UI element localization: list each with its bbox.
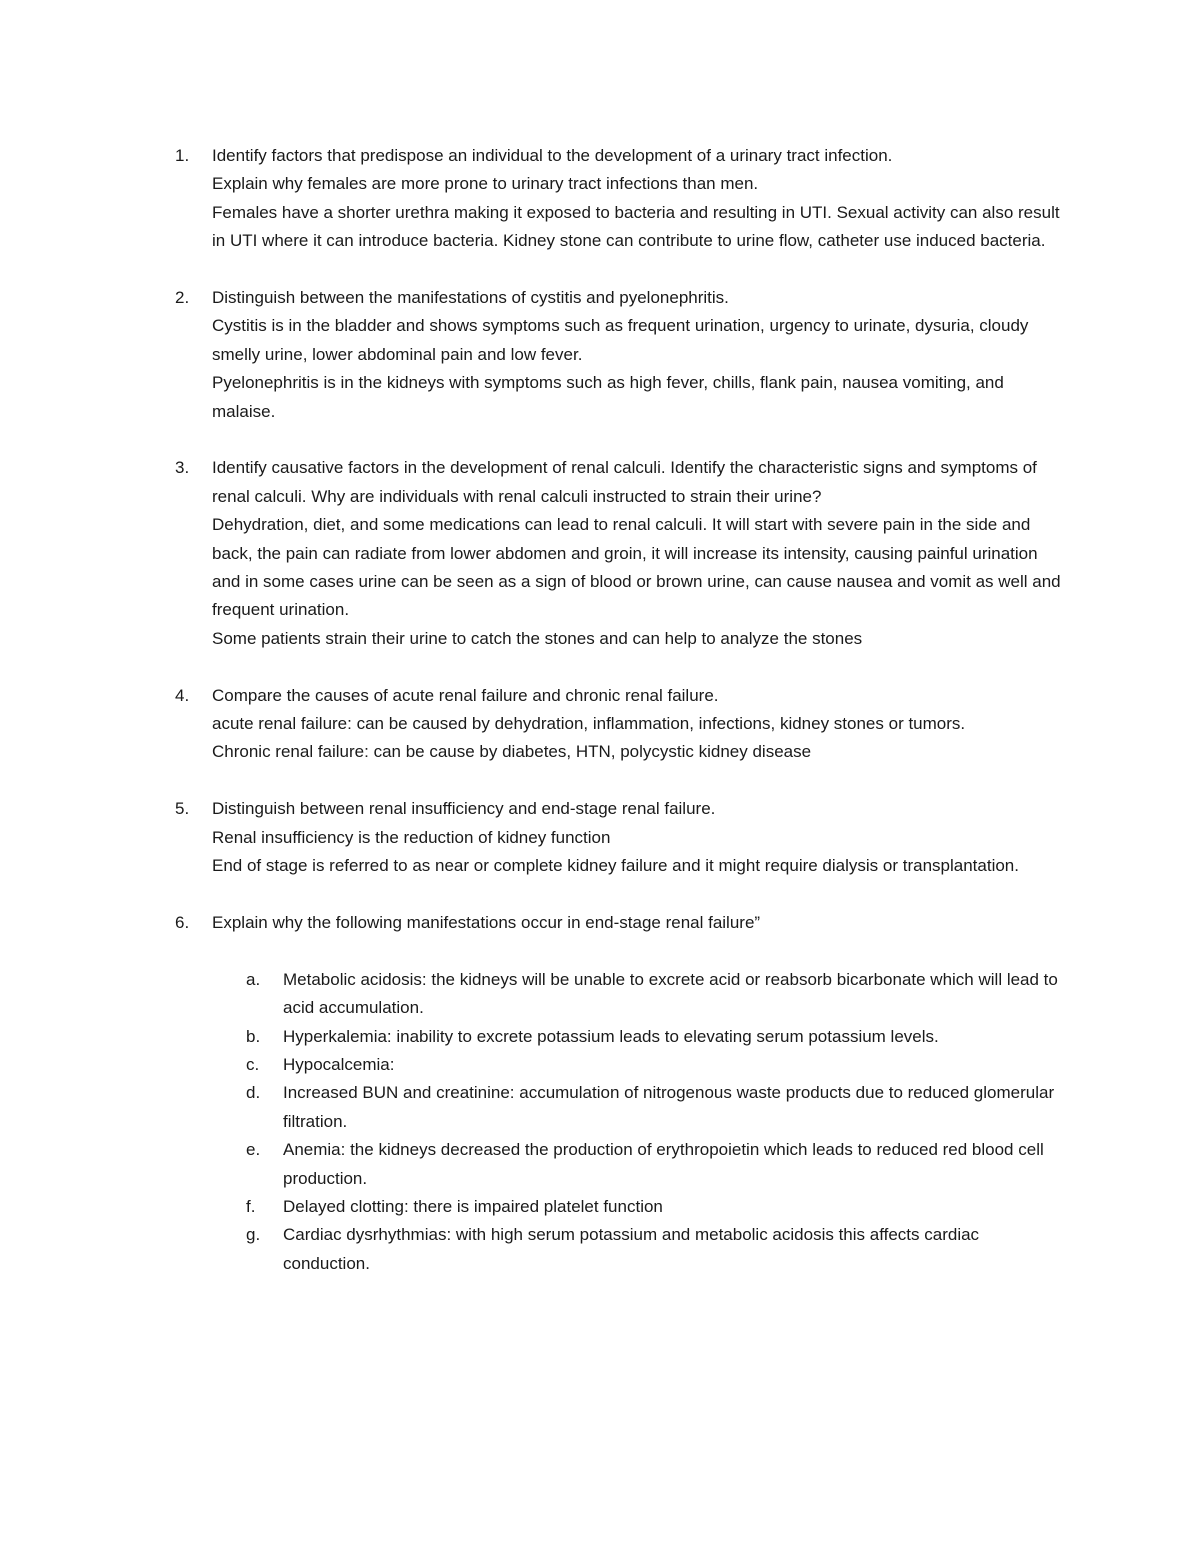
list-item-text: Hyperkalemia: inability to excrete potassium leads to elevating serum potassium levels. xyxy=(283,1026,939,1046)
list-item-letter: a. xyxy=(246,969,261,989)
list-item xyxy=(212,1051,1070,1079)
question-item-6 xyxy=(170,909,1070,1278)
question-prompt: Identify causative factors in the development of renal calculi. Identify the characteristic signs and symptoms of renal calculi. Why are individuals with renal calculi instructed to strain their urine? xyxy=(212,458,1037,506)
question-prompt: Identify factors that predispose an individual to the development of a urinary tract infection. xyxy=(212,146,893,165)
question-number: 2. xyxy=(175,288,190,308)
list-item-letter: b. xyxy=(246,1026,261,1046)
question-list xyxy=(170,142,1070,1278)
question-prompt: Explain why the following manifestations occur in end-stage renal failure” xyxy=(212,912,761,932)
question-item-5 xyxy=(170,795,1070,880)
answer-text: End of stage is referred to as near or complete kidney failure and it might require dialysis or transplantation. xyxy=(212,856,1019,876)
answer-text: Renal insufficiency is the reduction of kidney function xyxy=(212,827,611,847)
question-item-1 xyxy=(170,142,1070,256)
list-item-text: Hypocalcemia: xyxy=(283,1054,395,1074)
list-item-text: Delayed clotting: there is impaired platelet function xyxy=(283,1196,663,1216)
question-item-3 xyxy=(170,454,1070,653)
answer-text: acute renal failure: can be caused by dehydration, inflammation, infections, kidney stones or tumors. xyxy=(212,714,966,734)
question-prompt: Compare the causes of acute renal failure and chronic renal failure. xyxy=(212,685,719,705)
list-item xyxy=(212,1221,1070,1278)
answer-text: Cystitis is in the bladder and shows symptoms such as frequent urination, urgency to urinate, dysuria, cloudy smelly urine, lower abdominal pain and low fever. xyxy=(212,316,1029,364)
list-item-text: Cardiac dysrhythmias: with high serum potassium and metabolic acidosis this affects cardiac conduction. xyxy=(283,1225,980,1273)
list-item-letter: e. xyxy=(246,1140,261,1160)
list-item xyxy=(212,1079,1070,1136)
question-prompt: Distinguish between renal insufficiency and end-stage renal failure. xyxy=(212,799,716,819)
question-number: 5. xyxy=(175,799,190,819)
list-item xyxy=(212,1136,1070,1193)
answer-text: Chronic renal failure: can be cause by diabetes, HTN, polycystic kidney disease xyxy=(212,742,812,762)
list-item-letter: c. xyxy=(246,1054,260,1074)
question-prompt: Distinguish between the manifestations of cystitis and pyelonephritis. xyxy=(212,288,729,308)
list-item-letter: g. xyxy=(246,1225,261,1245)
list-item-text: Anemia: the kidneys decreased the production of erythropoietin which leads to reduced red blood cell production. xyxy=(283,1140,1044,1188)
list-item-text: Metabolic acidosis: the kidneys will be unable to excrete acid or reabsorb bicarbonate which will lead to acid accumulation. xyxy=(283,969,1058,1018)
list-item-letter: f. xyxy=(246,1196,256,1216)
question-item-2 xyxy=(170,284,1070,426)
list-item xyxy=(212,966,1070,1023)
list-item-text: Increased BUN and creatinine: accumulation of nitrogenous waste products due to reduced glomerular filtration. xyxy=(283,1083,1055,1131)
list-item-letter: d. xyxy=(246,1083,261,1103)
question-number: 3. xyxy=(175,458,190,478)
question-prompt: Explain why females are more prone to urinary tract infections than men. xyxy=(212,174,759,194)
document-body xyxy=(170,142,1070,1307)
question-number: 6. xyxy=(175,912,190,932)
question-number: 4. xyxy=(175,685,190,705)
answer-text: Pyelonephritis is in the kidneys with symptoms such as high fever, chills, flank pain, nausea vomiting, and malaise. xyxy=(212,373,1004,421)
answer-text: Females have a shorter urethra making it exposed to bacteria and resulting in UTI. Sexual activity can also result in UTI where it can introduce bacteria. Kidney stone can contribute to urine flow, catheter use induced bacteria. xyxy=(212,202,1060,251)
list-item xyxy=(212,1023,1070,1051)
answer-text: Dehydration, diet, and some medications can lead to renal calculi. It will start with severe pain in the side and back, the pain can radiate from lower abdomen and groin, it will increase its intensity, causing painful urination and in some cases urine can be seen as a sign of blood or brown urine, can cause nausea and vomit as well and frequent urination. xyxy=(212,515,1061,620)
question-number: 1. xyxy=(175,146,190,165)
question-item-4 xyxy=(170,682,1070,767)
manifestation-list xyxy=(212,966,1070,1278)
answer-text: Some patients strain their urine to catch the stones and can help to analyze the stones xyxy=(212,628,863,648)
list-item xyxy=(212,1193,1070,1221)
